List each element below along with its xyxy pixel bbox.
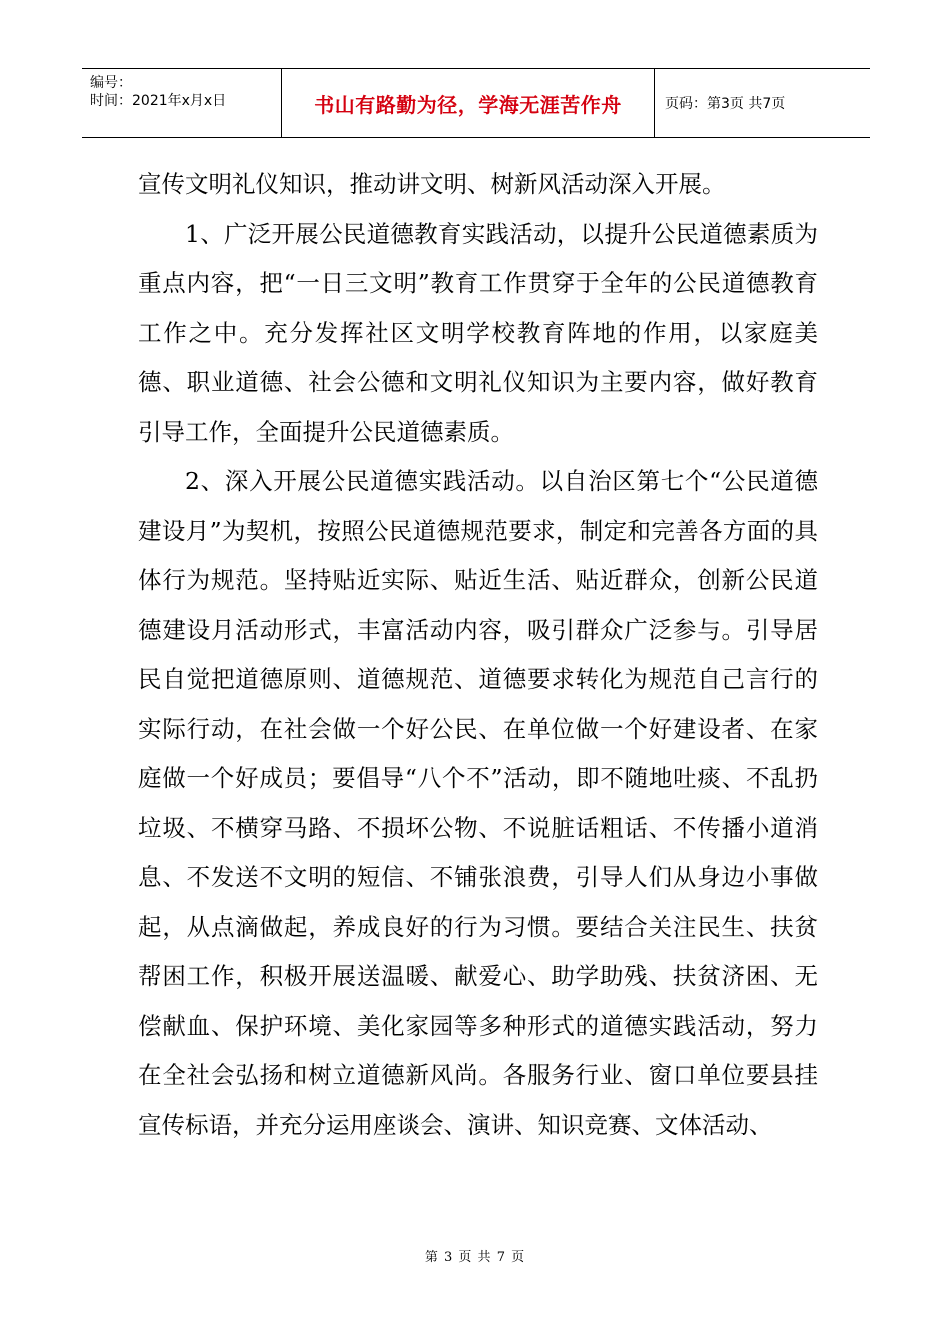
header-motto: 书山有路勤为径，学海无涯苦作舟 [282,69,655,137]
paragraph-1: 1、广泛开展公民道德教育实践活动，以提升公民道德素质为重点内容，把“一日三文明”教育工作贯穿于全年的公民道德教育工作之中。充分发挥社区文明学校教育阵地的作用，以家庭美德、职业道德、社会公德和文明礼仪知识为主要内容，做好教育引导工作，全面提升公民道德素质。 [138,219,818,446]
page-header [82,68,870,138]
document-body [138,160,818,1150]
document-number-label: 编号： [90,75,132,91]
paragraph-2: 2、深入开展公民道德实践活动。以自治区第七个“公民道德建设月”为契机，按照公民道德规范要求，制定和完善各方面的具体行为规范。坚持贴近实际、贴近生活、贴近群众，创新公民道德建设月活动形式，丰富活动内容，吸引群众广泛参与。引导居民自觉把道德原则、道德规范、道德要求转化为规范自己言行的实际行动，在社会做一个好公民、在单位做一个好建设者、在家庭做一个好成员；要倡导“八个不”活动，即不随地吐痰、不乱扔垃圾、不横穿马路、不损坏公物、不说脏话粗话、不传播小道消息、不发送不文明的短信、不铺张浪费，引导人们从身边小事做起，从点滴做起，养成良好的行为习惯。要结合关注民生、扶贫帮困工作，积极开展送温暖、献爱心、助学助残、扶贫济困、无偿献血、保护环境、美化家园等多种形式的道德实践活动，努力在全社会弘扬和树立道德新风尚。各服务行业、窗口单位要县挂宣传标语，并充分运用座谈会、演讲、知识竞赛、文体活动、 [138,467,818,1139]
page-footer: 第 3 页 共 7 页 [424,1250,526,1265]
document-date: 时间：2021年x月x日 [90,93,227,109]
header-page-info: 页码：第3页 共7页 [665,96,786,112]
paragraph-continuation: 宣传文明礼仪知识，推动讲文明、树新风活动深入开展。 [138,170,726,198]
header-meta [82,69,282,137]
